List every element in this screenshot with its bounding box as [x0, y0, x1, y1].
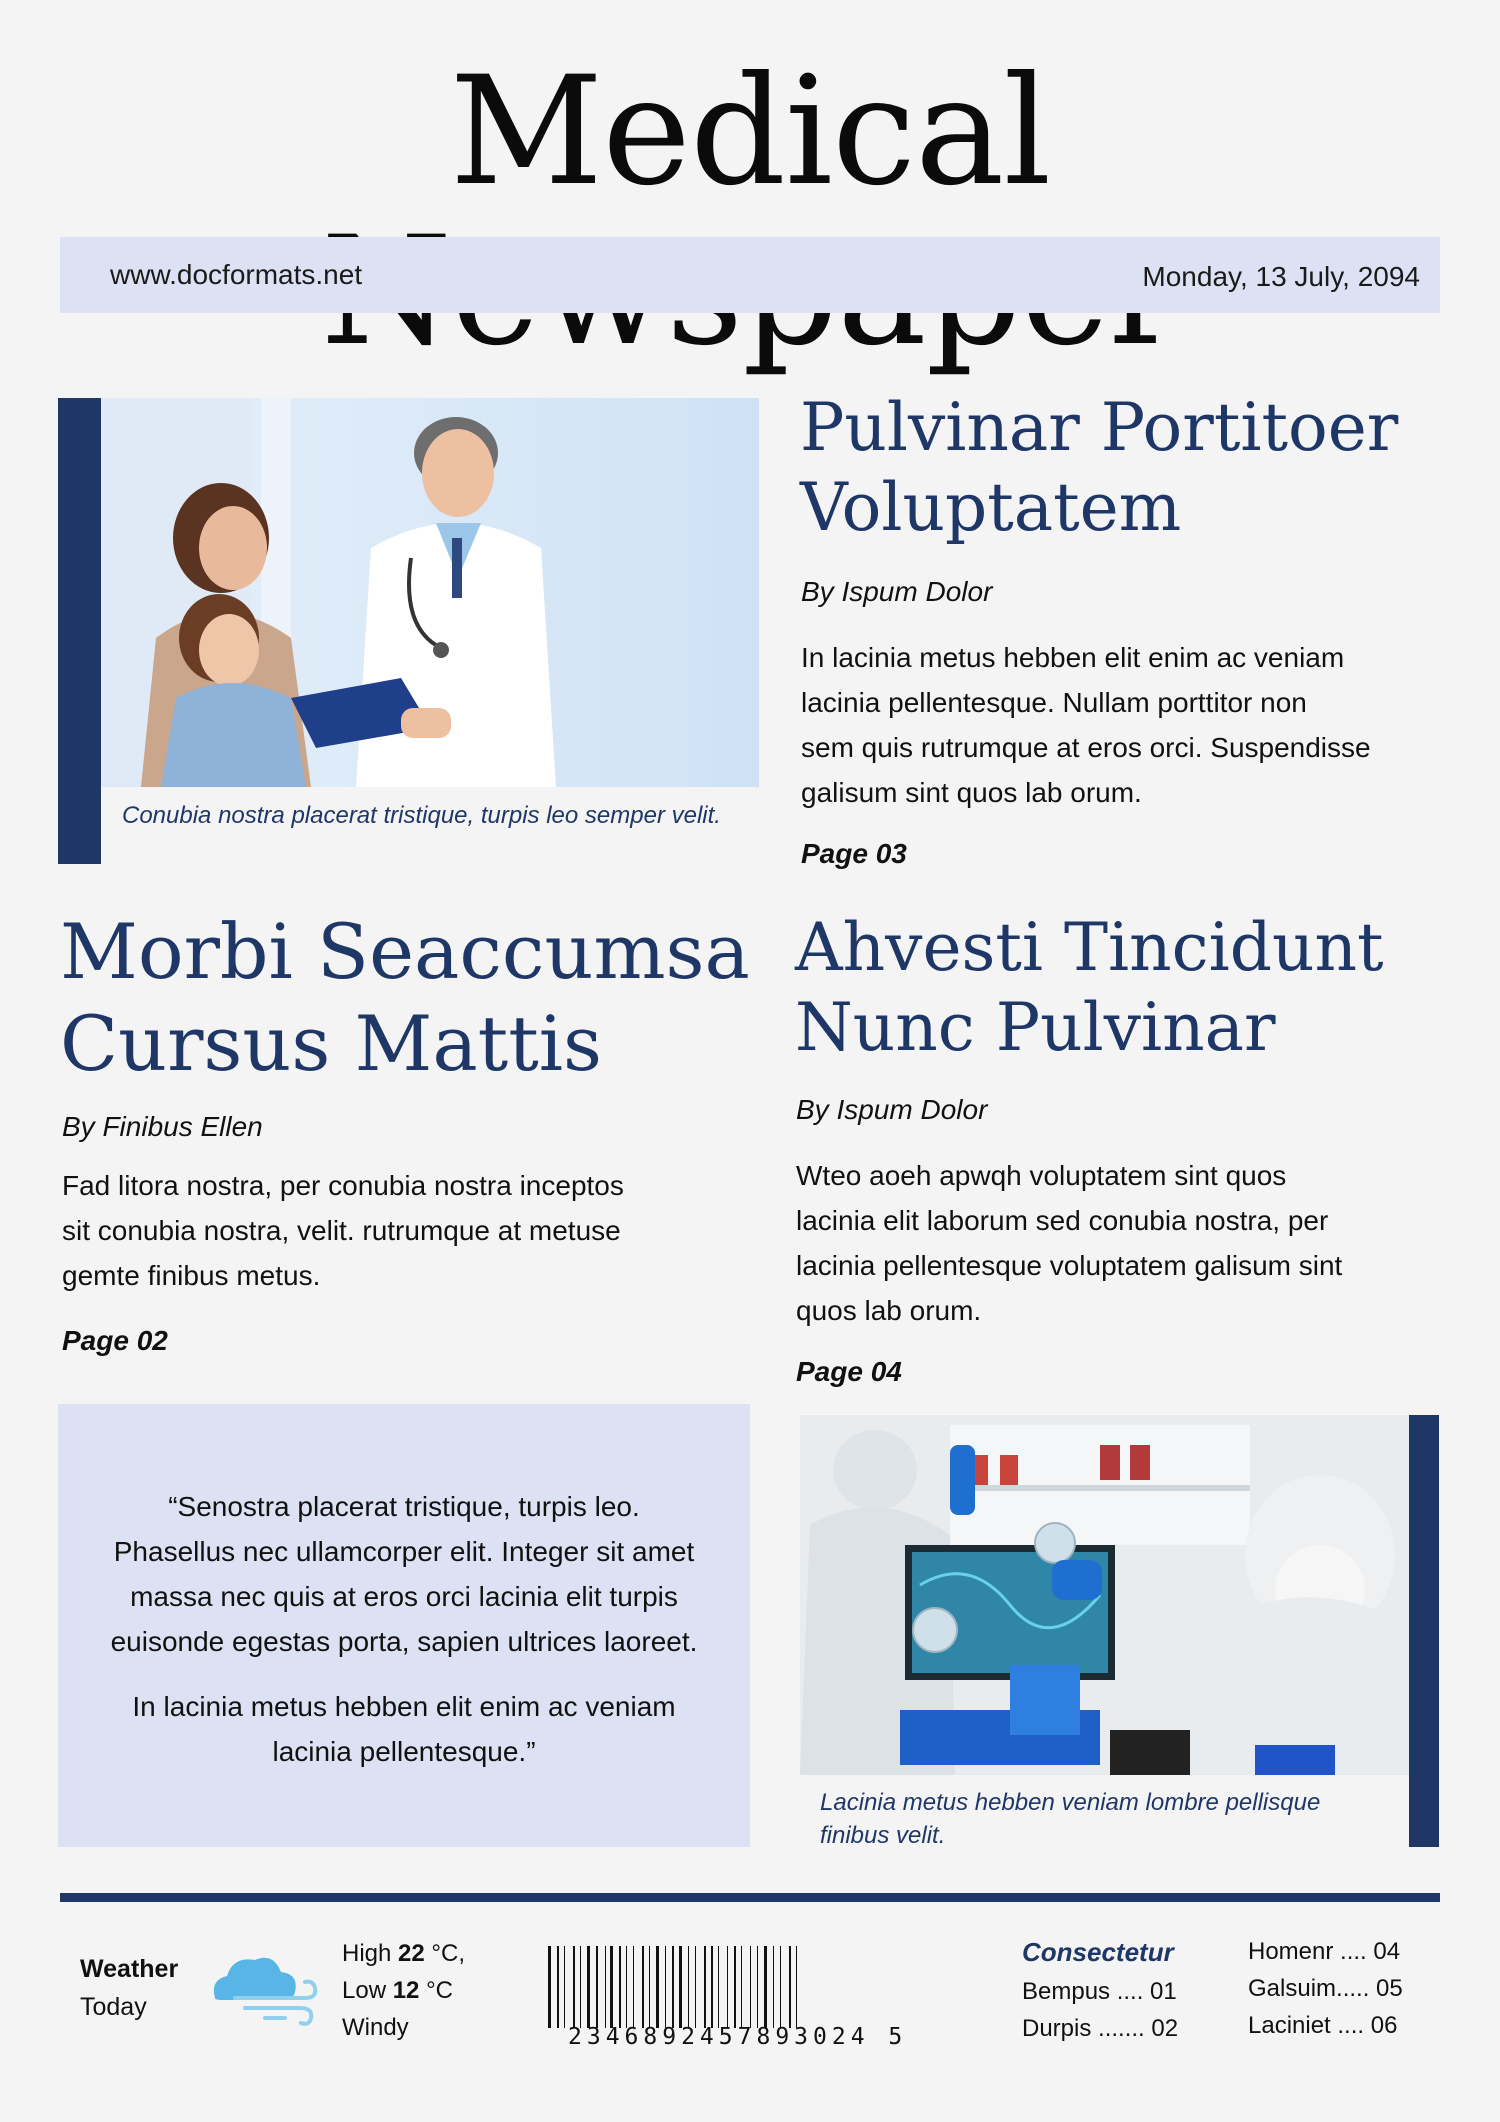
index-col1	[1022, 1973, 1178, 2047]
index-entry[interactable]: Durpis ....... 02	[1022, 2015, 1179, 2042]
barcode-bar	[596, 1946, 598, 2028]
index-entry[interactable]: Homenr .... 04	[1248, 1938, 1401, 1965]
cloud-wind-icon	[205, 1948, 320, 2028]
article2-page-ref[interactable]: Page 02	[62, 1325, 168, 1356]
weather-details	[342, 1935, 465, 2046]
article1-body-line: sem quis rutrumque at eros orci. Suspendisse	[801, 732, 1371, 763]
article2-headline-line2: Cursus Mattis	[60, 999, 603, 1088]
barcode-bar	[789, 1946, 791, 2028]
article1-body	[801, 635, 1441, 815]
weather-low-value: 12	[392, 1977, 420, 2004]
article2-body-line: sit conubia nostra, velit. rutrumque at metuse	[62, 1215, 621, 1246]
article3-headline[interactable]	[795, 908, 1384, 1068]
article3-body-line: Wteo aoeh apwqh voluptatem sint quos	[796, 1160, 1287, 1191]
barcode-bar	[796, 1946, 797, 2028]
article1-page-ref[interactable]: Page 03	[801, 838, 907, 869]
barcode-bar	[587, 1946, 590, 2028]
weather-high	[342, 1935, 465, 1972]
article2-body	[62, 1163, 742, 1298]
barcode-bar	[741, 1946, 742, 2028]
feature-photo-accent-bar	[58, 398, 101, 864]
weather-high-value: 22	[398, 1940, 425, 1967]
article3-body	[796, 1153, 1446, 1333]
barcode-bar	[626, 1946, 627, 2028]
article3-headline-line1: Ahvesti Tincidunt	[795, 909, 1384, 986]
barcode-bar	[557, 1946, 559, 2028]
masthead-title: Medical	[449, 45, 1051, 219]
weather-high-prefix: High	[342, 1940, 399, 1967]
weather-label: Weather	[80, 1955, 179, 1983]
barcode-bar	[580, 1946, 581, 2028]
article2-body-line: Fad litora nostra, per conubia nostra inceptos	[62, 1170, 624, 1201]
feature-photo-caption: Conubia nostra placerat tristique, turpis leo semper velit.	[122, 802, 721, 829]
pull-quote-line: euisonde egestas porta, sapien ultrices laoreet.	[110, 1626, 698, 1657]
article3-body-line: lacinia pellentesque voluptatem galisum sint	[796, 1250, 1343, 1281]
pull-quote-line: lacinia pellentesque.”	[272, 1736, 536, 1767]
barcode-bar	[757, 1946, 758, 2028]
barcode-bar	[665, 1946, 666, 2028]
lab-photo-caption-line2: finibus velit.	[820, 1822, 946, 1849]
index-entry[interactable]: Laciniet .... 06	[1248, 2012, 1398, 2039]
barcode-bar	[672, 1946, 674, 2028]
barcode-bar	[656, 1946, 659, 2028]
pull-quote-box	[58, 1404, 750, 1847]
barcode-bar	[649, 1946, 650, 2028]
barcode	[548, 1946, 956, 2050]
weather-sublabel: Today	[80, 1993, 147, 2021]
pull-quote-para2	[58, 1684, 750, 1774]
article1-byline: By Ispum Dolor	[801, 576, 993, 607]
article2-headline[interactable]	[60, 906, 750, 1090]
article1-body-line: lacinia pellentesque. Nullam porttitor non	[801, 687, 1307, 718]
article1-body-line: galisum sint quos lab orum.	[801, 777, 1142, 808]
article1-headline-line1: Pulvinar Portitoer	[800, 389, 1399, 466]
article2-body-line: gemte finibus metus.	[62, 1260, 321, 1291]
article3-body-line: lacinia elit laborum sed conubia nostra, per	[796, 1205, 1329, 1236]
barcode-bar	[679, 1946, 682, 2028]
article1-headline-line2: Voluptatem	[800, 469, 1182, 546]
index-title: Consectetur	[1022, 1937, 1174, 1967]
issue-date: Monday, 13 July, 2094	[1142, 261, 1420, 292]
article1-headline[interactable]	[800, 388, 1398, 548]
barcode-bars	[548, 1946, 956, 2028]
article3-headline-line2: Nunc Pulvinar	[795, 989, 1276, 1066]
pull-quote-line: In lacinia metus hebben elit enim ac veniam	[132, 1691, 676, 1722]
lab-photo-caption-line1: Lacinia metus hebben veniam lombre pellisque	[820, 1789, 1321, 1816]
pull-quote-para1	[58, 1484, 750, 1664]
index-entry[interactable]: Bempus .... 01	[1022, 1978, 1177, 2005]
barcode-bar	[718, 1946, 719, 2028]
weather-low	[342, 1972, 465, 2009]
lab-photo-accent-bar	[1409, 1415, 1439, 1847]
website-link[interactable]: www.docformats.net	[110, 259, 363, 290]
info-bar	[60, 237, 1440, 313]
barcode-bar	[727, 1946, 728, 2028]
barcode-bar	[773, 1946, 774, 2028]
barcode-bar	[573, 1946, 575, 2028]
article3-byline: By Ispum Dolor	[796, 1094, 988, 1125]
weather-unit: °C	[424, 1940, 459, 1967]
pull-quote-line: massa nec quis at eros orci lacinia elit turpis	[130, 1581, 678, 1612]
weather-condition: Windy	[342, 2014, 409, 2041]
barcode-bar	[711, 1946, 713, 2028]
barcode-bar	[688, 1946, 689, 2028]
index-entry[interactable]: Galsuim..... 05	[1248, 1975, 1403, 2002]
barcode-bar	[619, 1946, 621, 2028]
barcode-bar	[633, 1946, 634, 2028]
barcode-bar	[750, 1946, 751, 2028]
article3-page-ref[interactable]: Page 04	[796, 1356, 902, 1387]
barcode-bar	[642, 1946, 644, 2028]
footer-divider	[60, 1893, 1440, 1902]
barcode-bar	[605, 1946, 606, 2028]
barcode-bar	[695, 1946, 696, 2028]
pull-quote-line: Phasellus nec ullamcorper elit. Integer sit amet	[113, 1536, 695, 1567]
lab-photo-caption	[820, 1786, 1400, 1852]
barcode-bar	[780, 1946, 781, 2028]
weather-low-prefix: Low	[342, 1977, 393, 2004]
barcode-digits: 2346892457893024 5	[568, 2024, 908, 2050]
barcode-bar	[610, 1946, 613, 2028]
feature-photo	[101, 398, 759, 787]
pull-quote-line: “Senostra placerat tristique, turpis leo.	[168, 1491, 640, 1522]
weather-comma: ,	[458, 1940, 466, 1967]
barcode-bar	[548, 1946, 551, 2028]
barcode-bar	[764, 1946, 767, 2028]
barcode-bar	[704, 1946, 706, 2028]
index-col2	[1248, 1933, 1403, 2044]
barcode-bar	[564, 1946, 565, 2028]
barcode-bar	[734, 1946, 736, 2028]
article2-headline-line1: Morbi Seaccumsa	[60, 907, 750, 996]
article2-byline: By Finibus Ellen	[62, 1111, 263, 1142]
article1-body-line: In lacinia metus hebben elit enim ac veniam	[801, 642, 1345, 673]
article3-body-line: quos lab orum.	[796, 1295, 982, 1326]
lab-photo	[800, 1415, 1409, 1775]
weather-unit: °C	[419, 1977, 454, 2004]
